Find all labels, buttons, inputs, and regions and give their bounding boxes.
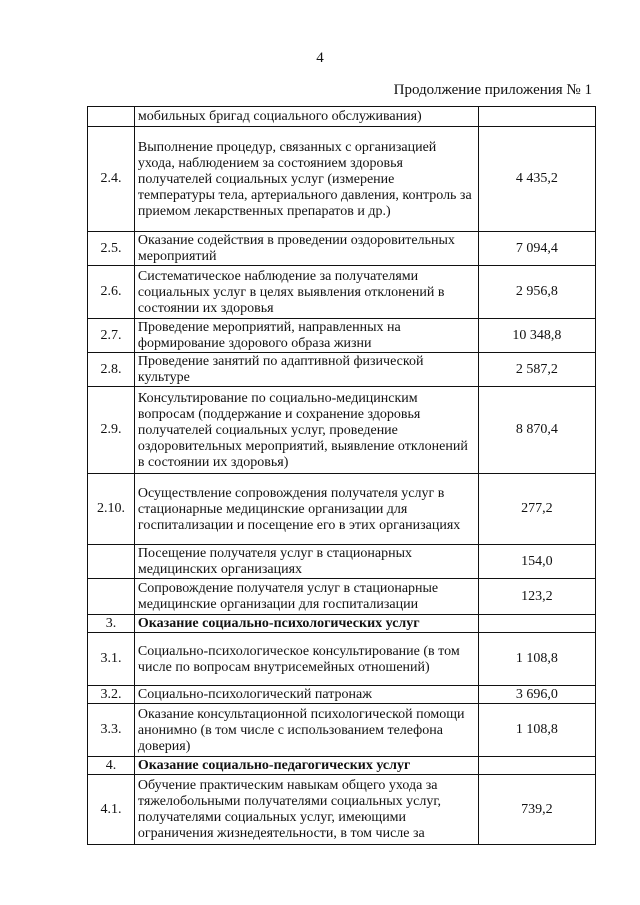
page-number: 4	[316, 50, 324, 66]
section-number: 4.	[88, 757, 135, 775]
row-number: 2.7.	[88, 319, 135, 353]
service-description: Проведение мероприятий, направленных на формирование здорового образа жизни	[134, 319, 478, 353]
service-value: 1 108,8	[478, 704, 595, 757]
service-value: 3 696,0	[478, 686, 595, 704]
row-number: 2.6.	[88, 266, 135, 319]
service-description: Посещение получателя услуг в стационарных медицинских организациях	[134, 545, 478, 579]
row-number: 3.2.	[88, 686, 135, 704]
service-value: 1 108,8	[478, 633, 595, 686]
service-description: мобильных бригад социального обслуживания)	[134, 107, 478, 127]
service-value	[478, 757, 595, 775]
table-row	[88, 387, 596, 474]
row-number: 2.9.	[88, 387, 135, 474]
service-value: 2 956,8	[478, 266, 595, 319]
table-row	[88, 633, 596, 686]
service-value: 7 094,4	[478, 232, 595, 266]
service-description: Оказание консультационной психологической помощи анонимно (в том числе с использованием телефона доверия)	[134, 704, 478, 757]
row-number: 3.3.	[88, 704, 135, 757]
row-number: 4.1.	[88, 775, 135, 845]
service-value: 10 348,8	[478, 319, 595, 353]
service-description: Консультирование по социально-медицинским вопросам (поддержание и сохранение здоровья получателей социальных услуг, проведение оздоровительных мероприятий, выявление отклонений в состоянии их здоровья)	[134, 387, 478, 474]
section-title: Оказание социально-психологических услуг	[134, 615, 478, 633]
service-value: 2 587,2	[478, 353, 595, 387]
service-description: Сопровождение получателя услуг в стационарные медицинские организации для госпитализации	[134, 579, 478, 615]
services-table-body	[88, 107, 596, 845]
service-description: Выполнение процедур, связанных с организацией ухода, наблюдением за состоянием здоровья получателей социальных услуг (измерение температуры тела, артериального давления, контроль за приемом лекарственных препаратов и др.)	[134, 127, 478, 232]
row-number	[88, 579, 135, 615]
table-row	[88, 686, 596, 704]
row-number	[88, 107, 135, 127]
service-value: 277,2	[478, 474, 595, 545]
table-row	[88, 232, 596, 266]
row-number: 2.4.	[88, 127, 135, 232]
row-number: 2.8.	[88, 353, 135, 387]
table-row	[88, 775, 596, 845]
service-value: 8 870,4	[478, 387, 595, 474]
table-row	[88, 266, 596, 319]
service-value: 739,2	[478, 775, 595, 845]
table-row	[88, 107, 596, 127]
service-description: Обучение практическим навыкам общего ухода за тяжелобольными получателями социальных услуг, получателями социальных услуг, имеющими ограничения жизнедеятельности, в том числе за	[134, 775, 478, 845]
table-row	[88, 545, 596, 579]
section-number: 3.	[88, 615, 135, 633]
table-row	[88, 579, 596, 615]
row-number: 2.10.	[88, 474, 135, 545]
row-number: 2.5.	[88, 232, 135, 266]
service-value: 4 435,2	[478, 127, 595, 232]
service-description: Социально-психологический патронаж	[134, 686, 478, 704]
appendix-subtitle: Продолжение приложения № 1	[393, 82, 592, 98]
services-table	[87, 106, 596, 845]
table-row	[88, 353, 596, 387]
service-description: Систематическое наблюдение за получателями социальных услуг в целях выявления отклонений в состоянии их здоровья	[134, 266, 478, 319]
service-description: Оказание содействия в проведении оздоровительных мероприятий	[134, 232, 478, 266]
row-number: 3.1.	[88, 633, 135, 686]
service-value	[478, 615, 595, 633]
service-value	[478, 107, 595, 127]
section-header-row	[88, 615, 596, 633]
section-title: Оказание социально-педагогических услуг	[134, 757, 478, 775]
section-header-row	[88, 757, 596, 775]
service-value: 154,0	[478, 545, 595, 579]
table-row	[88, 319, 596, 353]
service-description: Проведение занятий по адаптивной физической культуре	[134, 353, 478, 387]
table-row	[88, 704, 596, 757]
service-description: Осуществление сопровождения получателя услуг в стационарные медицинские организации для госпитализации и посещение его в этих организациях	[134, 474, 478, 545]
row-number	[88, 545, 135, 579]
table-row	[88, 474, 596, 545]
table-row	[88, 127, 596, 232]
service-value: 123,2	[478, 579, 595, 615]
service-description: Социально-психологическое консультирование (в том числе по вопросам внутрисемейных отношений)	[134, 633, 478, 686]
